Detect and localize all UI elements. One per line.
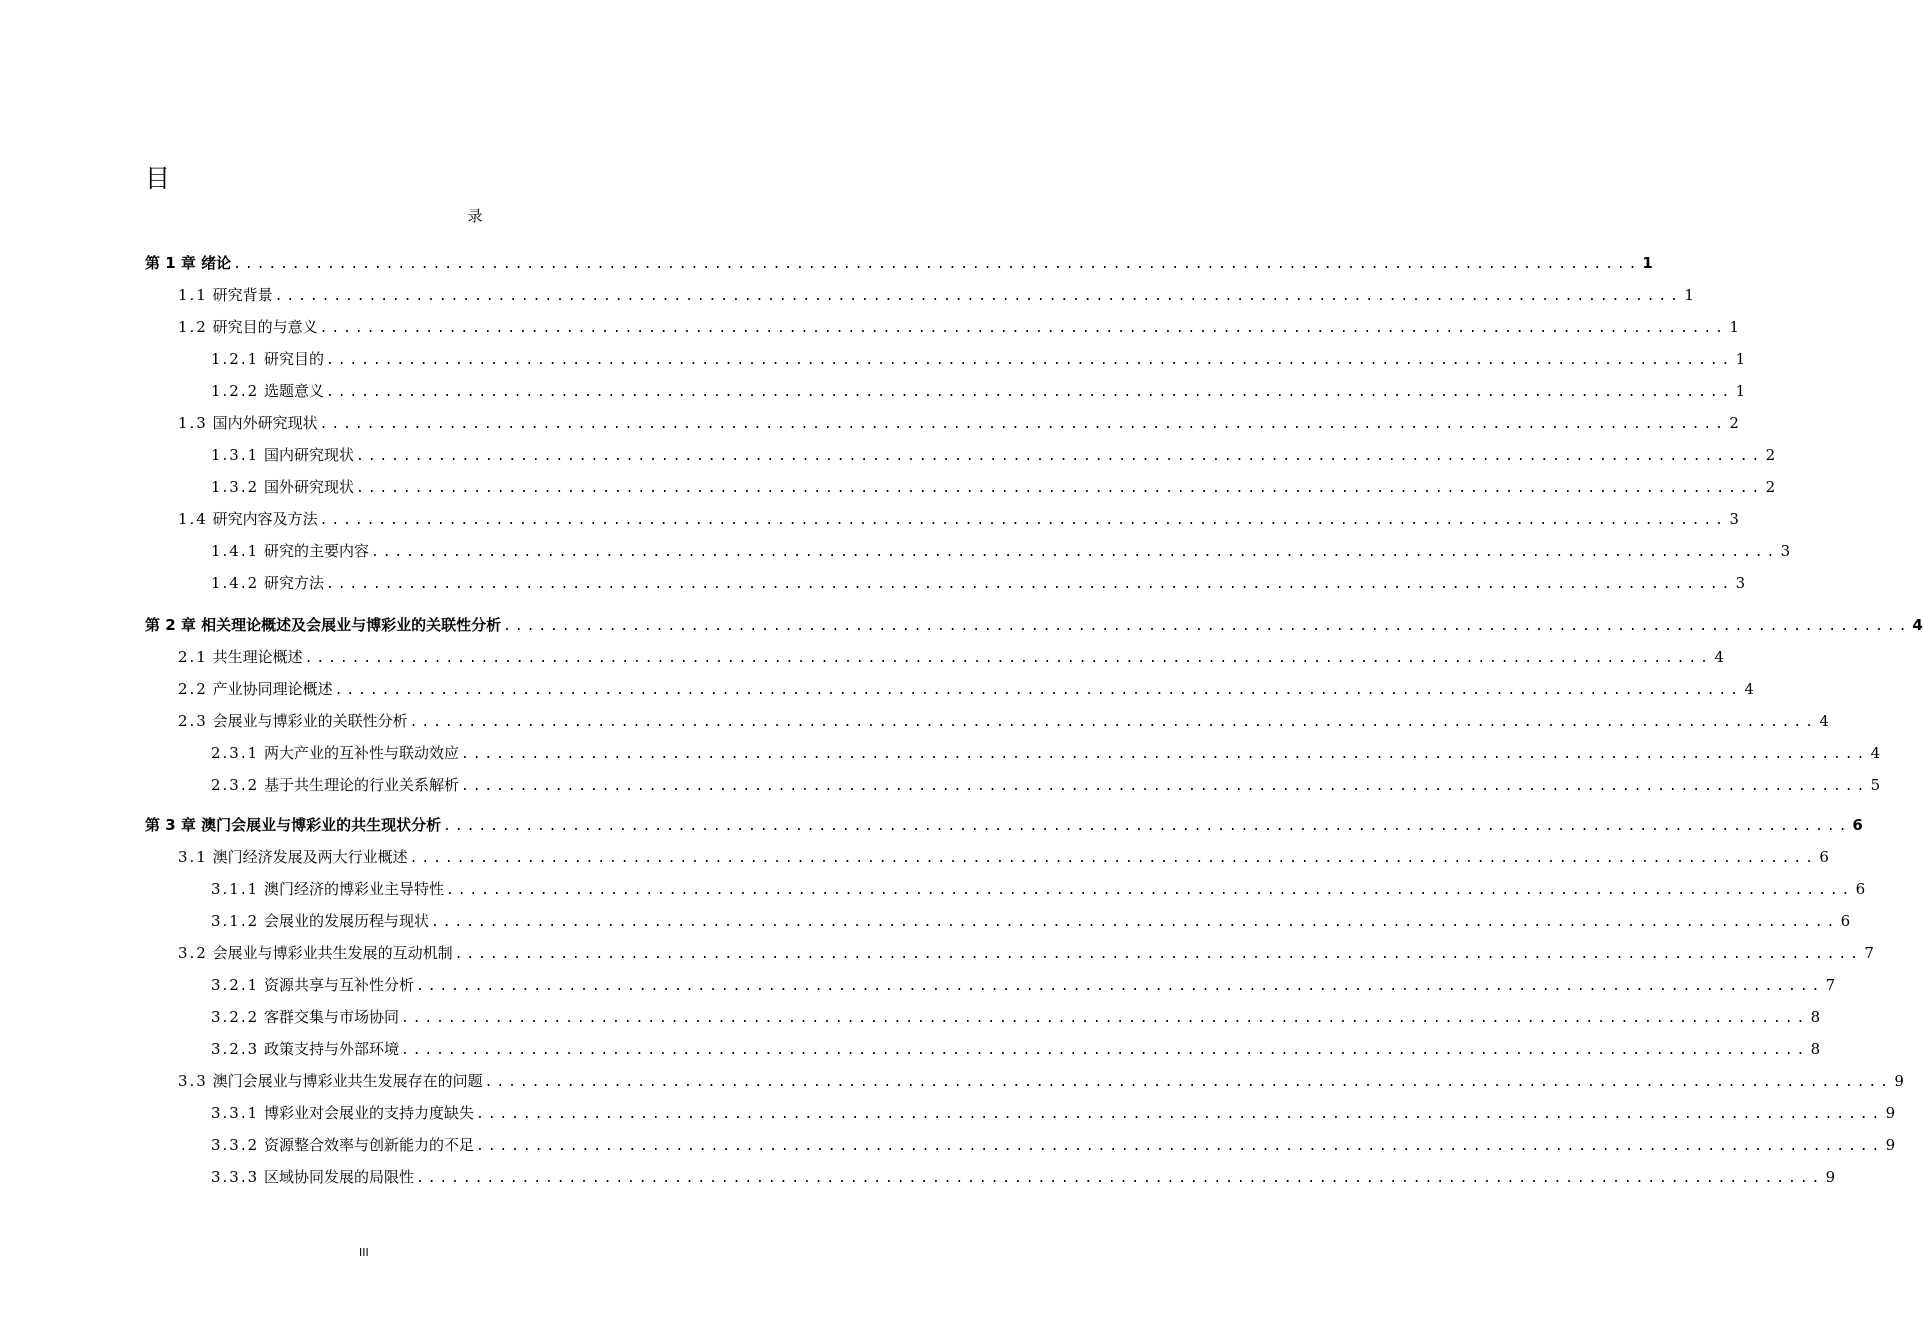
toc-entry[interactable] xyxy=(178,316,1739,340)
toc-entry-title: 博彩业对会展业的支持力度缺失 xyxy=(263,1104,474,1122)
toc-entry-title: 研究方法 xyxy=(263,574,324,592)
toc-entry-label xyxy=(178,1070,483,1092)
toc-entry[interactable] xyxy=(211,1166,1836,1190)
toc-entry-title: 产业协同理论概述 xyxy=(212,680,333,698)
toc-entry-title: 共生理论概述 xyxy=(212,648,303,666)
toc-entry-label xyxy=(178,710,408,732)
toc-entry-number: 2.2 xyxy=(178,680,208,698)
toc-entry[interactable] xyxy=(211,572,1746,596)
toc-entry-page: 1 xyxy=(1729,318,1739,336)
toc-entry-label xyxy=(211,974,414,996)
toc-chapter-entry[interactable] xyxy=(145,252,1653,276)
toc-entry-page: 4 xyxy=(1912,616,1923,634)
toc-entry-page: 7 xyxy=(1864,944,1874,962)
toc-entry[interactable] xyxy=(178,508,1739,532)
toc-entry[interactable] xyxy=(178,646,1724,670)
toc-dot-leader: ........................................................................................................................ xyxy=(460,747,1869,762)
toc-entry-label xyxy=(178,508,318,530)
toc-entry-label xyxy=(211,476,354,498)
toc-entry-label xyxy=(178,646,303,668)
toc-entry-number: 3.3.3 xyxy=(211,1168,260,1186)
toc-dot-leader: ........................................................................................................................ xyxy=(503,619,1911,634)
toc-entry-title: 澳门会展业与博彩业的共生现状分析 xyxy=(201,816,442,834)
toc-entry-page: 9 xyxy=(1894,1072,1904,1090)
toc-entry-title: 资源共享与互补性分析 xyxy=(263,976,414,994)
toc-entry-number: 3.3.1 xyxy=(211,1104,260,1122)
toc-entry-title: 澳门经济发展及两大行业概述 xyxy=(212,848,408,866)
toc-entry-title: 国内外研究现状 xyxy=(212,414,318,432)
toc-entry-number: 1.4 xyxy=(178,510,208,528)
toc-entry-page: 8 xyxy=(1810,1040,1821,1058)
toc-entry-page: 2 xyxy=(1729,414,1739,432)
toc-entry-page: 3 xyxy=(1735,574,1746,592)
toc-entry-label xyxy=(178,316,318,338)
toc-entry-number: 第 2 章 xyxy=(145,616,196,634)
toc-dot-leader: ........................................................................................................................ xyxy=(319,417,1727,432)
toc-entry-title: 选题意义 xyxy=(263,382,324,400)
toc-entry-label xyxy=(178,942,453,964)
toc-entry-number: 2.3.2 xyxy=(211,776,260,794)
toc-dot-leader: ........................................................................................................................ xyxy=(355,481,1764,496)
toc-entry-number: 3.2.3 xyxy=(211,1040,260,1058)
toc-entry-title: 研究的主要内容 xyxy=(263,542,369,560)
toc-dot-leader: ........................................................................................................................ xyxy=(415,979,1824,994)
toc-entry[interactable] xyxy=(211,476,1776,500)
toc-entry-label xyxy=(211,1102,474,1124)
toc-entry-page: 9 xyxy=(1825,1168,1836,1186)
toc-entry-number: 3.3 xyxy=(178,1072,208,1090)
toc-entry-page: 1 xyxy=(1642,254,1653,272)
toc-chapter-entry[interactable] xyxy=(145,814,1863,838)
toc-entry-label xyxy=(211,1134,474,1156)
toc-entry-number: 1.1 xyxy=(178,286,208,304)
toc-entry-title: 澳门会展业与博彩业共生发展存在的问题 xyxy=(212,1072,483,1090)
toc-entry-title: 资源整合效率与创新能力的不足 xyxy=(263,1136,474,1154)
toc-dot-leader: ........................................................................................................................ xyxy=(325,385,1734,400)
toc-entry-number: 1.3 xyxy=(178,414,208,432)
toc-dot-leader: ........................................................................................................................ xyxy=(325,353,1734,368)
toc-entry[interactable] xyxy=(211,348,1746,372)
toc-entry-number: 1.4.2 xyxy=(211,574,260,592)
toc-entry-label xyxy=(211,1166,414,1188)
toc-entry-page: 6 xyxy=(1819,848,1829,866)
toc-entry-number: 3.1.2 xyxy=(211,912,260,930)
toc-entry-title: 国外研究现状 xyxy=(263,478,354,496)
toc-entry-title: 会展业的发展历程与现状 xyxy=(263,912,429,930)
toc-entry-label xyxy=(211,1038,399,1060)
toc-dot-leader: ........................................................................................................................ xyxy=(304,651,1712,666)
toc-dot-leader: ........................................................................................................................ xyxy=(475,1107,1884,1122)
toc-entry-number: 3.2.2 xyxy=(211,1008,260,1026)
toc-entry-label xyxy=(145,814,441,836)
toc-entry[interactable] xyxy=(211,1134,1896,1158)
toc-dot-leader: ........................................................................................................................ xyxy=(370,545,1779,560)
toc-entry-label xyxy=(178,412,318,434)
toc-entry-page: 1 xyxy=(1735,350,1746,368)
toc-entry-title: 研究背景 xyxy=(212,286,273,304)
toc-entry-page: 1 xyxy=(1735,382,1746,400)
toc-entry-page: 2 xyxy=(1765,446,1776,464)
toc-entry-label xyxy=(211,540,369,562)
toc-entry-title: 绪论 xyxy=(201,254,232,272)
toc-dot-leader: ........................................................................................................................ xyxy=(409,715,1817,730)
toc-entry-number: 1.3.1 xyxy=(211,446,260,464)
toc-entry-number: 3.2 xyxy=(178,944,208,962)
toc-entry-page: 4 xyxy=(1819,712,1829,730)
toc-dot-leader: ........................................................................................................................ xyxy=(475,1139,1884,1154)
toc-dot-leader: ........................................................................................................................ xyxy=(325,577,1734,592)
toc-entry[interactable] xyxy=(211,444,1776,468)
toc-entry-label xyxy=(211,774,459,796)
toc-dot-leader: ........................................................................................................................ xyxy=(319,513,1727,528)
toc-dot-leader: ........................................................................................................................ xyxy=(430,915,1839,930)
toc-entry[interactable] xyxy=(211,1102,1896,1126)
page-number: III xyxy=(359,1246,369,1259)
toc-entry[interactable] xyxy=(211,742,1881,766)
toc-dot-leader: ........................................................................................................................ xyxy=(409,851,1817,866)
toc-chapter-entry[interactable] xyxy=(145,614,1923,638)
toc-dot-leader: ........................................................................................................................ xyxy=(233,257,1641,272)
toc-dot-leader: ........................................................................................................................ xyxy=(484,1075,1892,1090)
toc-entry-label xyxy=(211,444,354,466)
toc-entry-number: 第 3 章 xyxy=(145,816,196,834)
toc-entry-label xyxy=(211,572,324,594)
toc-dot-leader: ........................................................................................................................ xyxy=(355,449,1764,464)
toc-dot-leader: ........................................................................................................................ xyxy=(400,1011,1809,1026)
toc-entry-page: 6 xyxy=(1855,880,1866,898)
toc-entry-page: 9 xyxy=(1885,1104,1896,1122)
toc-entry-page: 8 xyxy=(1810,1008,1821,1026)
toc-entry-label xyxy=(211,1006,399,1028)
toc-entry[interactable] xyxy=(211,774,1881,798)
toc-entry[interactable] xyxy=(178,412,1739,436)
toc-entry-title: 研究目的 xyxy=(263,350,324,368)
toc-dot-leader: ........................................................................................................................ xyxy=(334,683,1742,698)
toc-entry-title: 会展业与博彩业共生发展的互动机制 xyxy=(212,944,453,962)
toc-dot-leader: ........................................................................................................................ xyxy=(400,1043,1809,1058)
toc-entry-number: 3.2.1 xyxy=(211,976,260,994)
toc-dot-leader: ........................................................................................................................ xyxy=(445,883,1854,898)
toc-entry[interactable] xyxy=(178,284,1694,308)
toc-entry-title: 国内研究现状 xyxy=(263,446,354,464)
toc-entry-page: 5 xyxy=(1870,776,1881,794)
toc-entry-page: 4 xyxy=(1744,680,1754,698)
toc-entry-page: 6 xyxy=(1840,912,1851,930)
toc-entry[interactable] xyxy=(178,678,1754,702)
toc-entry-page: 6 xyxy=(1852,816,1863,834)
toc-entry-label xyxy=(211,742,459,764)
toc-entry-label xyxy=(145,252,231,274)
toc-entry-title: 区域协同发展的局限性 xyxy=(263,1168,414,1186)
toc-entry-page: 3 xyxy=(1729,510,1739,528)
toc-entry-number: 1.2 xyxy=(178,318,208,336)
toc-dot-leader: ........................................................................................................................ xyxy=(460,779,1869,794)
toc-entry-number: 3.1.1 xyxy=(211,880,260,898)
toc-entry[interactable] xyxy=(211,380,1746,404)
toc-entry-label xyxy=(211,910,429,932)
toc-entry[interactable] xyxy=(211,1038,1821,1062)
toc-heading-sub: 录 xyxy=(467,207,483,225)
toc-entry-label xyxy=(211,878,444,900)
toc-entry-title: 客群交集与市场协同 xyxy=(263,1008,399,1026)
toc-dot-leader: ........................................................................................................................ xyxy=(454,947,1862,962)
toc-entry-number: 1.4.1 xyxy=(211,542,260,560)
toc-dot-leader: ........................................................................................................................ xyxy=(443,819,1851,834)
toc-entry[interactable] xyxy=(178,710,1829,734)
toc-entry-number: 3.3.2 xyxy=(211,1136,260,1154)
toc-dot-leader: ........................................................................................................................ xyxy=(274,289,1682,304)
toc-entry-label xyxy=(178,846,408,868)
toc-entry-title: 基于共生理论的行业关系解析 xyxy=(263,776,459,794)
toc-entry-page: 4 xyxy=(1714,648,1724,666)
toc-entry-number: 2.1 xyxy=(178,648,208,666)
toc-entry[interactable] xyxy=(178,846,1829,870)
toc-entry-label xyxy=(178,678,333,700)
toc-entry-page: 3 xyxy=(1780,542,1791,560)
toc-dot-leader: ........................................................................................................................ xyxy=(319,321,1727,336)
toc-entry-number: 1.2.1 xyxy=(211,350,260,368)
toc-entry-title: 研究内容及方法 xyxy=(212,510,318,528)
toc-heading-main: 目 xyxy=(145,164,171,193)
toc-entry-number: 第 1 章 xyxy=(145,254,196,272)
toc-entry-page: 1 xyxy=(1684,286,1694,304)
toc-entry-number: 1.3.2 xyxy=(211,478,260,496)
toc-entry-title: 澳门经济的博彩业主导特性 xyxy=(263,880,444,898)
toc-entry-title: 研究目的与意义 xyxy=(212,318,318,336)
toc-entry-label xyxy=(178,284,273,306)
toc-entry[interactable] xyxy=(211,540,1791,564)
toc-entry-title: 政策支持与外部环境 xyxy=(263,1040,399,1058)
toc-dot-leader: ........................................................................................................................ xyxy=(415,1171,1824,1186)
toc-entry-page: 9 xyxy=(1885,1136,1896,1154)
toc-entry-number: 1.2.2 xyxy=(211,382,260,400)
toc-entry-page: 2 xyxy=(1765,478,1776,496)
toc-entry-title: 会展业与博彩业的关联性分析 xyxy=(212,712,408,730)
toc-entry-number: 3.1 xyxy=(178,848,208,866)
toc-entry-label xyxy=(211,348,324,370)
toc-entry[interactable] xyxy=(178,942,1874,966)
toc-entry[interactable] xyxy=(211,1006,1821,1030)
toc-entry-label xyxy=(211,380,324,402)
toc-entry-page: 4 xyxy=(1870,744,1881,762)
toc-entry-title: 两大产业的互补性与联动效应 xyxy=(263,744,459,762)
toc-entry-number: 2.3.1 xyxy=(211,744,260,762)
toc-entry-title: 相关理论概述及会展业与博彩业的关联性分析 xyxy=(201,616,502,634)
toc-entry[interactable] xyxy=(211,974,1836,998)
toc-entry[interactable] xyxy=(178,1070,1904,1094)
toc-entry-number: 2.3 xyxy=(178,712,208,730)
toc-entry[interactable] xyxy=(211,910,1851,934)
toc-entry-page: 7 xyxy=(1825,976,1836,994)
toc-entry[interactable] xyxy=(211,878,1866,902)
toc-entry-label xyxy=(145,614,501,636)
